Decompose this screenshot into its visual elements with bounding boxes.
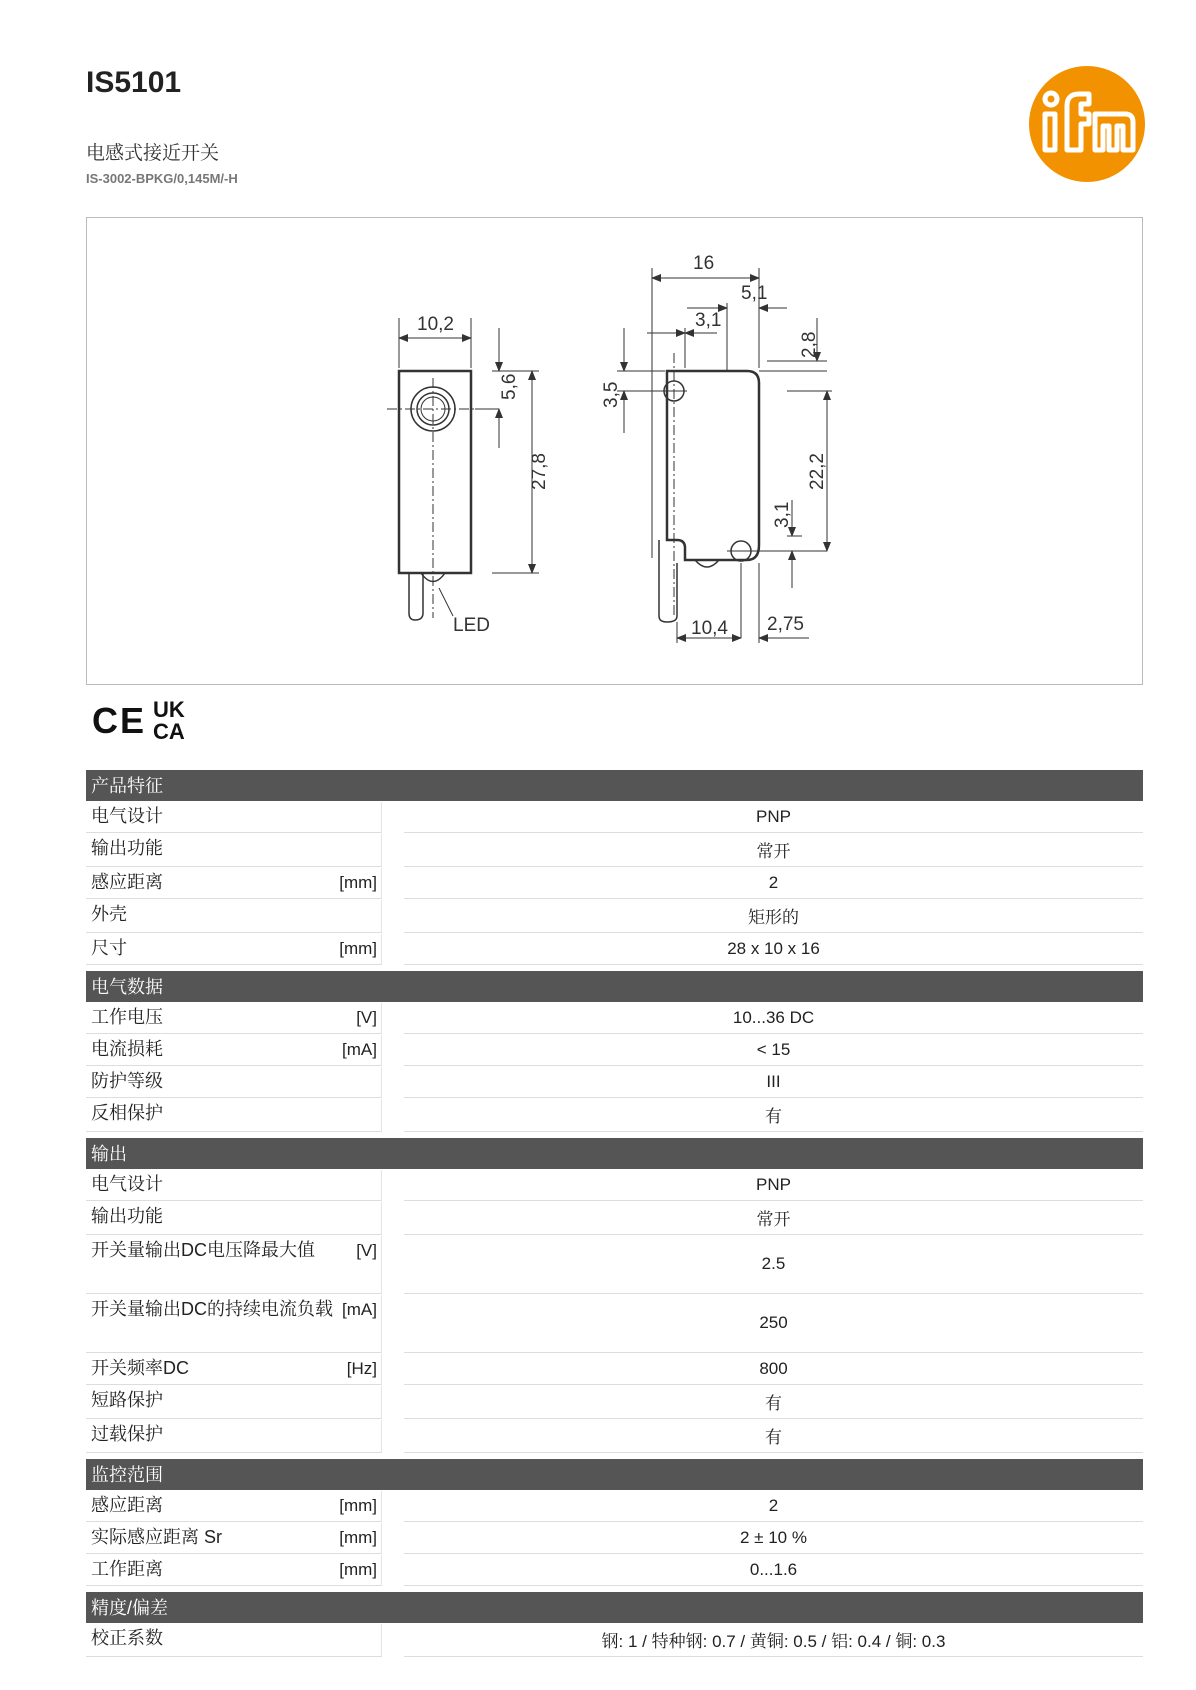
spec-row	[86, 1067, 1143, 1098]
section-header: 产品特征	[86, 770, 1143, 801]
spec-unit: [mA]	[342, 1040, 377, 1059]
spec-table	[86, 770, 1143, 1657]
spec-label: 电气设计	[91, 806, 163, 826]
spec-row	[86, 1170, 1143, 1201]
spec-label-cell	[86, 1523, 382, 1554]
spec-label: 实际感应距离 Sr	[91, 1527, 223, 1547]
spec-value: 0...1.6	[404, 1555, 1143, 1586]
spec-label: 感应距离	[91, 872, 163, 892]
dim-left-width: 10,2	[417, 314, 454, 335]
spec-row	[86, 1491, 1143, 1522]
spec-label: 电气设计	[91, 1174, 163, 1194]
spec-label-cell	[86, 868, 382, 899]
spec-value: III	[404, 1067, 1143, 1098]
spec-label-cell	[86, 834, 382, 867]
spec-value: 钢: 1 / 特种钢: 0.7 / 黄铜: 0.5 / 铝: 0.4 / 铜: 0.3	[404, 1624, 1143, 1657]
spec-value: 10...36 DC	[404, 1003, 1143, 1034]
spec-label: 感应距离	[91, 1495, 163, 1515]
spec-row	[86, 1035, 1143, 1066]
spec-unit: [Hz]	[346, 1359, 377, 1378]
dim-right-3-1b: 3,1	[772, 501, 793, 528]
dim-right-10-4: 10,4	[691, 618, 728, 639]
spec-label: 反相保护	[91, 1103, 163, 1123]
section-header: 电气数据	[86, 971, 1143, 1002]
spec-label: 尺寸	[91, 938, 127, 958]
spec-unit: [V]	[356, 1241, 377, 1260]
spec-value: PNP	[404, 802, 1143, 833]
spec-label: 开关量输出DC的持续电流负载	[91, 1299, 333, 1319]
spec-label-cell	[86, 1067, 382, 1098]
dim-right-5-1: 5,1	[741, 283, 768, 304]
spec-label-cell	[86, 1236, 382, 1294]
spec-value: 有	[404, 1386, 1143, 1419]
spec-row	[86, 802, 1143, 833]
section-header: 精度/偏差	[86, 1592, 1143, 1623]
section-header: 输出	[86, 1138, 1143, 1169]
dim-right-2-8: 2,8	[799, 331, 820, 358]
spec-row	[86, 1555, 1143, 1586]
spec-row	[86, 1420, 1143, 1453]
product-title: IS5101	[86, 66, 182, 99]
spec-label: 外壳	[91, 904, 127, 924]
spec-unit: [mm]	[339, 1528, 377, 1547]
spec-value: 2.5	[404, 1236, 1143, 1294]
spec-value: 250	[404, 1295, 1143, 1353]
dim-left-top: 5,6	[499, 373, 520, 400]
spec-label: 过载保护	[91, 1424, 163, 1444]
spec-label: 输出功能	[91, 838, 163, 858]
spec-label-cell	[86, 1386, 382, 1419]
dim-right-3-5: 3,5	[601, 381, 622, 408]
spec-value: PNP	[404, 1170, 1143, 1201]
spec-label-cell	[86, 1491, 382, 1522]
spec-row	[86, 1202, 1143, 1235]
spec-label-cell	[86, 1170, 382, 1201]
spec-label-cell	[86, 1003, 382, 1034]
spec-row	[86, 934, 1143, 965]
spec-row	[86, 1386, 1143, 1419]
spec-row	[86, 1523, 1143, 1554]
dim-right-3-1: 3,1	[695, 310, 722, 331]
spec-label-cell	[86, 1202, 382, 1235]
dim-right-width: 16	[693, 253, 715, 274]
spec-label: 校正系数	[91, 1628, 163, 1648]
spec-unit: [mm]	[339, 873, 377, 892]
spec-label: 工作电压	[91, 1007, 163, 1027]
spec-label-cell	[86, 802, 382, 833]
spec-label-cell	[86, 1099, 382, 1132]
dimension-drawing	[86, 217, 1143, 685]
spec-label: 电流损耗	[91, 1039, 163, 1059]
spec-unit: [mA]	[342, 1300, 377, 1319]
product-code: IS-3002-BPKG/0,145M/-H	[86, 171, 238, 186]
spec-value: < 15	[404, 1035, 1143, 1066]
spec-value: 常开	[404, 834, 1143, 867]
spec-value: 2	[404, 1491, 1143, 1522]
spec-value: 有	[404, 1099, 1143, 1132]
spec-value: 有	[404, 1420, 1143, 1453]
spec-row	[86, 834, 1143, 867]
spec-label-cell	[86, 1295, 382, 1353]
dim-right-22-2: 22,2	[807, 453, 828, 490]
spec-label-cell	[86, 934, 382, 965]
ukca-mark-bottom: CA	[153, 719, 185, 744]
certification-marks	[92, 695, 202, 745]
spec-label: 开关频率DC	[91, 1358, 189, 1378]
spec-unit: [V]	[356, 1008, 377, 1027]
spec-label: 开关量输出DC电压降最大值	[91, 1240, 315, 1260]
spec-value: 矩形的	[404, 900, 1143, 933]
spec-label: 工作距离	[91, 1559, 163, 1579]
spec-value: 800	[404, 1354, 1143, 1385]
spec-row	[86, 1236, 1143, 1294]
dim-right-2-75: 2,75	[767, 614, 804, 635]
spec-label-cell	[86, 1035, 382, 1066]
spec-label-cell	[86, 1354, 382, 1385]
ukca-mark-top: UK	[153, 697, 185, 722]
spec-value: 常开	[404, 1202, 1143, 1235]
spec-row	[86, 1295, 1143, 1353]
spec-row	[86, 1354, 1143, 1385]
ce-mark-icon: CE	[92, 700, 147, 741]
section-header: 监控范围	[86, 1459, 1143, 1490]
spec-row	[86, 1099, 1143, 1132]
spec-value: 2	[404, 868, 1143, 899]
dim-left-height: 27,8	[529, 453, 550, 490]
spec-row	[86, 868, 1143, 899]
spec-value: 28 x 10 x 16	[404, 934, 1143, 965]
led-label: LED	[453, 615, 490, 636]
spec-label: 防护等级	[91, 1071, 163, 1091]
spec-label-cell	[86, 1624, 382, 1657]
spec-label-cell	[86, 1420, 382, 1453]
spec-row	[86, 900, 1143, 933]
spec-unit: [mm]	[339, 1496, 377, 1515]
spec-unit: [mm]	[339, 939, 377, 958]
spec-label: 短路保护	[91, 1390, 163, 1410]
spec-row	[86, 1003, 1143, 1034]
ifm-logo-icon	[1029, 66, 1145, 182]
spec-row	[86, 1624, 1143, 1657]
spec-label-cell	[86, 1555, 382, 1586]
spec-value: 2 ± 10 %	[404, 1523, 1143, 1554]
spec-label: 输出功能	[91, 1206, 163, 1226]
spec-unit: [mm]	[339, 1560, 377, 1579]
spec-label-cell	[86, 900, 382, 933]
product-subtitle: 电感式接近开关	[86, 143, 220, 164]
